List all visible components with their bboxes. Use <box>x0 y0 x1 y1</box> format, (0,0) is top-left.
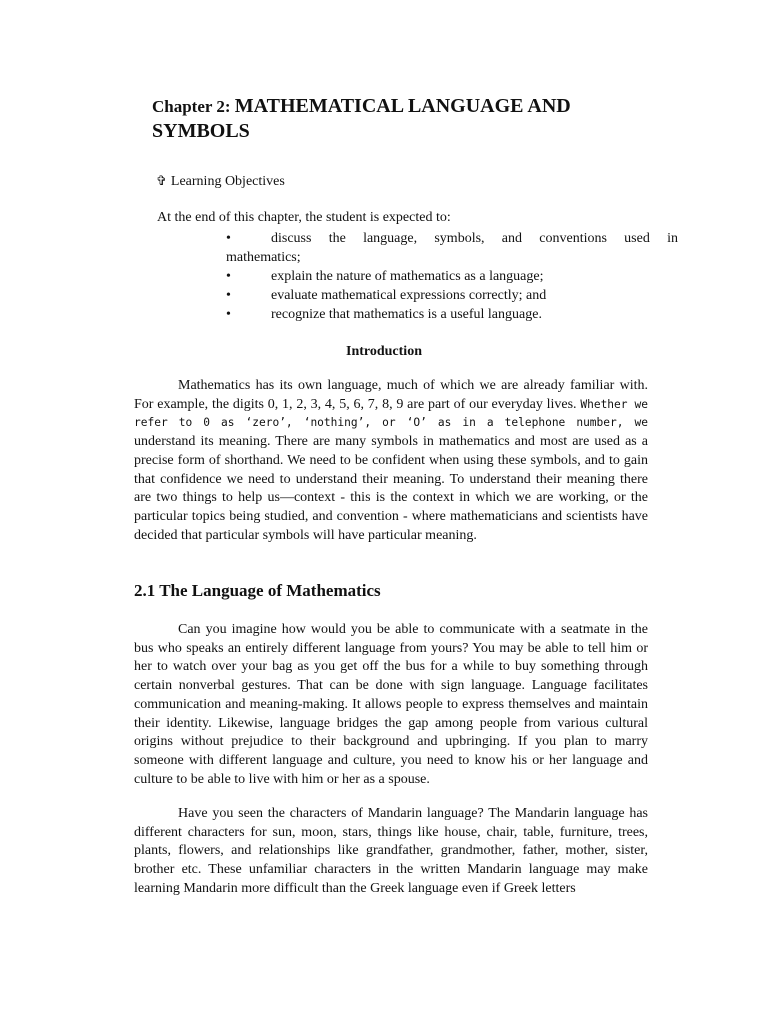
bullet: • <box>226 269 231 284</box>
section-heading: 2.1 The Language of Mathematics <box>134 581 381 600</box>
learning-objectives-label: Learning Objectives <box>170 174 285 189</box>
cross-icon: ✞ <box>156 173 167 188</box>
list-item <box>226 229 678 267</box>
objective-item-text: evaluate mathematical expressions correctly; and <box>271 288 547 303</box>
intro-text-b: understand its meaning. There are many symbols in mathematics and most are used as a precise form of shorthand. We need to be confident when using these symbols, and to gain that confidence we need to understand their meaning. To understand their meaning there are two things to help us—context - this is the context in which we are working, or the particular topics being studied, and convention - where mathematicians and scientists have decided that particular symbols will have particular meaning. <box>134 434 648 543</box>
intro-text-a: Mathematics has its own language, much of which we are already familiar with. For example, the digits 0, 1, 2, 3, 4, 5, 6, 7, 8, 9 are part of our everyday lives. <box>134 378 648 412</box>
bullet: • <box>226 288 231 303</box>
chapter-title-text: MATHEMATICAL LANGUAGE AND SYMBOLS <box>152 95 571 142</box>
introduction-paragraph <box>134 377 648 545</box>
objective-item-wrap: mathematics; <box>226 250 301 265</box>
introduction-heading: Introduction <box>346 344 422 359</box>
intro-text-mono: Whether we refer to 0 as ‘zero’, ‘nothing’, or ‘O’ as in a telephone number, we <box>134 397 649 430</box>
learning-objectives-heading <box>156 172 285 191</box>
objectives-intro: At the end of this chapter, the student is expected to: <box>157 210 451 225</box>
section-p1-text: Can you imagine how would you be able to communicate with a seatmate in the bus who speaks an entirely different language from yours? You may be able to tell him or her to watch over your bag as you get off the bus for a while to buy something through certain nonverbal gestures. That can be done with sign language. Language facilitates communication and meaning-making. It allows people to express themselves and maintain their identity. Likewise, language bridges the gap among people from various cultural origins without prejudice to their background and upbringing. If you plan to marry someone with different language and culture, you need to know his or her language and culture to be able to live with him or her as a spouse. <box>134 622 648 787</box>
section-p2-text: Have you seen the characters of Mandarin language? The Mandarin language has different characters for sun, moon, stars, things like house, chair, table, furniture, trees, plants, flowers, and relationships like grandfather, grandmother, father, mother, sister, brother etc. These unfamiliar characters in the written Mandarin language may make learning Mandarin more difficult than the Greek language even if Greek letters <box>134 806 648 896</box>
chapter-title <box>152 94 672 144</box>
chapter-prefix: Chapter 2: <box>152 97 235 116</box>
bullet: • <box>226 231 231 246</box>
section-paragraph-1 <box>134 621 648 789</box>
bullet: • <box>226 307 231 322</box>
list-item <box>226 305 678 324</box>
list-item <box>226 267 678 286</box>
list-item <box>226 286 678 305</box>
objective-item-text: recognize that mathematics is a useful language. <box>271 307 542 322</box>
objective-item-text: discuss the language, symbols, and conventions used in <box>271 231 678 246</box>
objective-item-text: explain the nature of mathematics as a language; <box>271 269 544 284</box>
objectives-list <box>226 229 678 324</box>
section-paragraph-2 <box>134 805 648 899</box>
